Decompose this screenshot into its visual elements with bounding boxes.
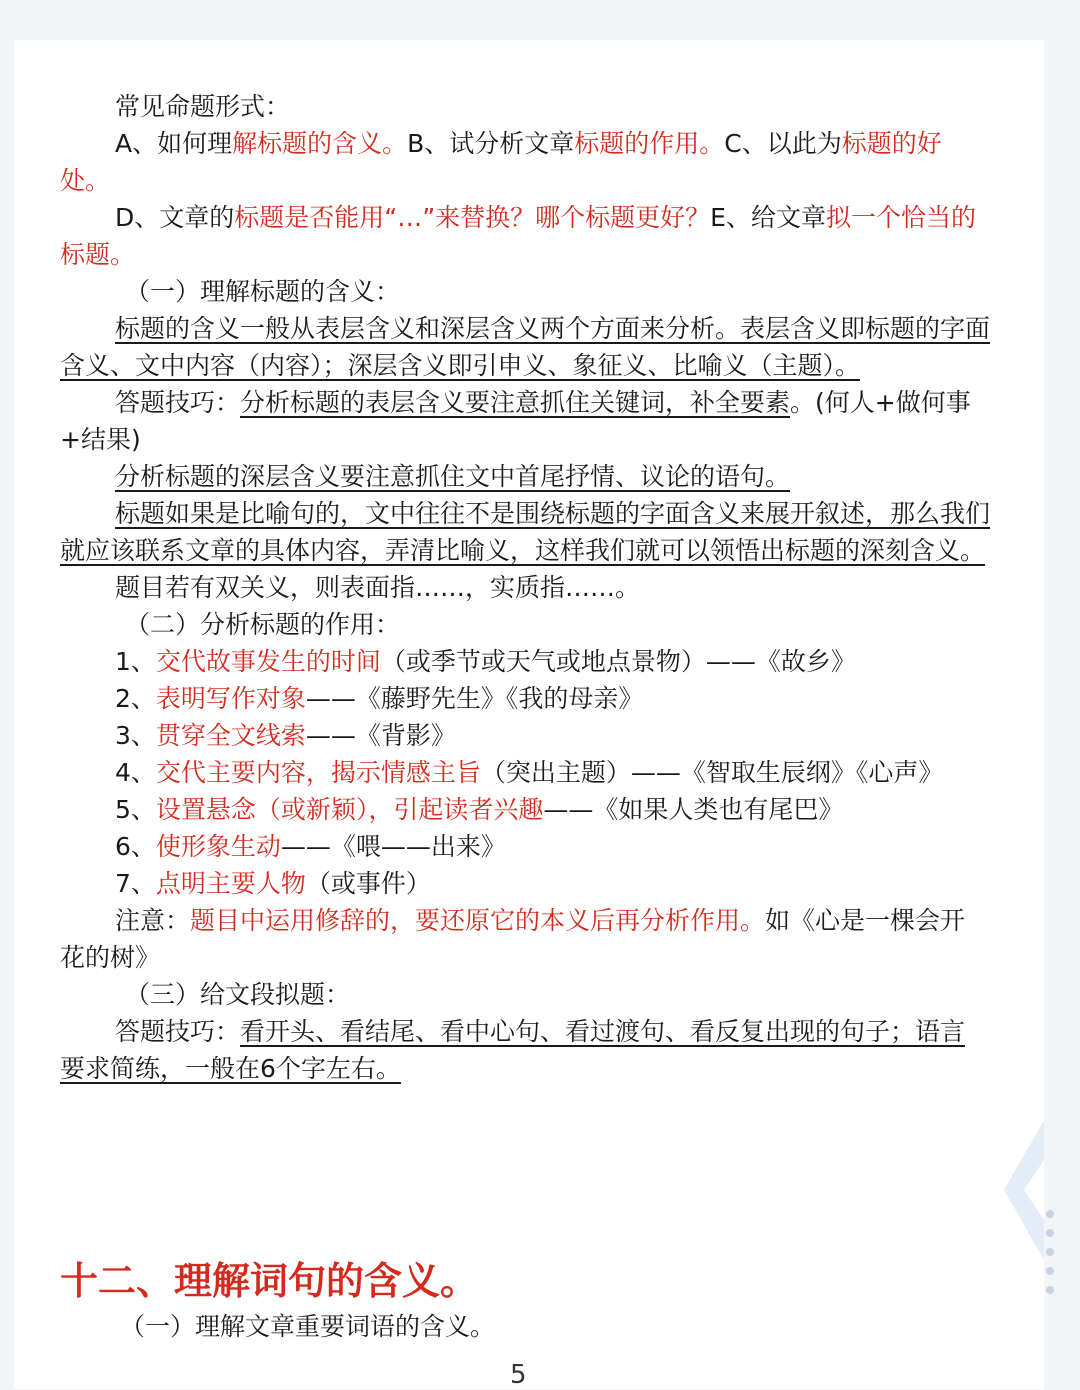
section-1-line-2 bbox=[60, 458, 990, 495]
intro-a-text: A、如何理 bbox=[115, 129, 233, 158]
corner-decoration-icon bbox=[984, 1100, 1044, 1380]
section-1-line-4: 题目若有双关义，则表面指……，实质指……。 bbox=[115, 573, 641, 602]
item-highlight: 交代故事发生的时间 bbox=[155, 647, 381, 676]
item-highlight: 使形象生动 bbox=[155, 832, 281, 861]
item-text: ——《藤野先生》《我的母亲》 bbox=[305, 684, 644, 713]
item-number: 3、 bbox=[115, 721, 156, 750]
section-1-tip bbox=[60, 384, 990, 458]
chapter-title: 十二、理解词句的含义。 bbox=[60, 1259, 479, 1303]
list-item bbox=[60, 828, 990, 865]
intro-d-text: D、文章的 bbox=[115, 203, 235, 232]
intro-c-highlight: 标题的好处。 bbox=[60, 129, 942, 195]
tip-rest: 。(何人+做何事+结果) bbox=[60, 388, 971, 454]
item-text: ——《背影》 bbox=[305, 721, 456, 750]
intro-a-highlight: 解标题的含义。 bbox=[232, 129, 408, 158]
tip-underlined: 分析标题的表层含义要注意抓住关键词，补全要素 bbox=[240, 388, 791, 417]
item-highlight: 贯穿全文线索 bbox=[155, 721, 306, 750]
list-item bbox=[60, 643, 990, 680]
item-number: 5、 bbox=[115, 795, 156, 824]
list-item bbox=[60, 865, 990, 902]
deep-meaning-text: 分析标题的深层含义要注意抓住文中首尾抒情、议论的语句。 bbox=[115, 462, 791, 491]
item-text: ——《喂——出来》 bbox=[280, 832, 506, 861]
document-body bbox=[60, 88, 990, 1087]
section-1-line-3: 标题如果是比喻句的，文中往往不是围绕标题的字面含义来展开叙述，那么我们就应该联系文章的具体内容，弄清比喻义，这样我们就可以领悟出标题的深刻含义。 bbox=[60, 499, 991, 565]
page-number: 5 bbox=[510, 1360, 527, 1390]
item-highlight: 设置悬念（或新颖），引起读者兴趣 bbox=[155, 795, 544, 824]
tip-label: 答题技巧： bbox=[115, 1017, 241, 1046]
item-number: 4、 bbox=[115, 758, 156, 787]
intro-heading: 常见命题形式： bbox=[115, 92, 291, 121]
intro-e-highlight: 拟一个恰当的标题。 bbox=[60, 203, 976, 269]
section-1-title: （一）理解标题的含义： bbox=[125, 277, 401, 306]
section-3-title: （三）给文段拟题： bbox=[125, 980, 351, 1009]
section-2-note bbox=[60, 902, 990, 976]
intro-b-highlight: 标题的作用。 bbox=[574, 129, 725, 158]
section-3-tip bbox=[60, 1013, 990, 1087]
item-highlight: 交代主要内容，揭示情感主旨 bbox=[155, 758, 481, 787]
item-highlight: 表明写作对象 bbox=[155, 684, 306, 713]
section-2-list bbox=[60, 643, 990, 902]
item-highlight: 点明主要人物 bbox=[155, 869, 306, 898]
intro-b-text: B、试分析文章 bbox=[407, 129, 575, 158]
intro-c-text: C、以此为 bbox=[724, 129, 842, 158]
section-2-title: （二）分析标题的作用： bbox=[125, 610, 401, 639]
intro-d-highlight: 标题是否能用“…”来替换？哪个标题更好？ bbox=[234, 203, 711, 232]
item-text: ——《如果人类也有尾巴》 bbox=[543, 795, 844, 824]
item-number: 7、 bbox=[115, 869, 156, 898]
item-text: （突出主题）——《智取生辰纲》《心声》 bbox=[480, 758, 944, 787]
scroll-dots-icon bbox=[1046, 1210, 1056, 1305]
intro-e-text: E、给文章 bbox=[710, 203, 826, 232]
item-text: （或事件） bbox=[305, 869, 431, 898]
chapter-subtitle: （一）理解文章重要词语的含义。 bbox=[120, 1312, 496, 1341]
item-number: 6、 bbox=[115, 832, 156, 861]
list-item bbox=[60, 754, 990, 791]
note-highlight: 题目中运用修辞的，要还原它的本义后再分析作用。 bbox=[190, 906, 766, 935]
item-number: 1、 bbox=[115, 647, 156, 676]
intro-de bbox=[60, 199, 990, 273]
list-item bbox=[60, 680, 990, 717]
list-item bbox=[60, 791, 990, 828]
note-rest: 如《心是一棵会开花的树》 bbox=[60, 906, 966, 972]
list-item bbox=[60, 717, 990, 754]
section-1-paragraph: 标题的含义一般从表层含义和深层含义两个方面来分析。表层含义即标题的字面含义、文中内容（内容）；深层含义即引申义、象征义、比喻义（主题）。 bbox=[60, 314, 991, 380]
note-label: 注意： bbox=[115, 906, 191, 935]
tip-underlined: 看开头、看结尾、看中心句、看过渡句、看反复出现的句子；语言要求简练，一般在6个字左右。 bbox=[60, 1017, 966, 1083]
item-number: 2、 bbox=[115, 684, 156, 713]
tip-label: 答题技巧： bbox=[115, 388, 241, 417]
item-text: （或季节或天气或地点景物）——《故乡》 bbox=[380, 647, 856, 676]
intro-abc bbox=[60, 125, 990, 199]
